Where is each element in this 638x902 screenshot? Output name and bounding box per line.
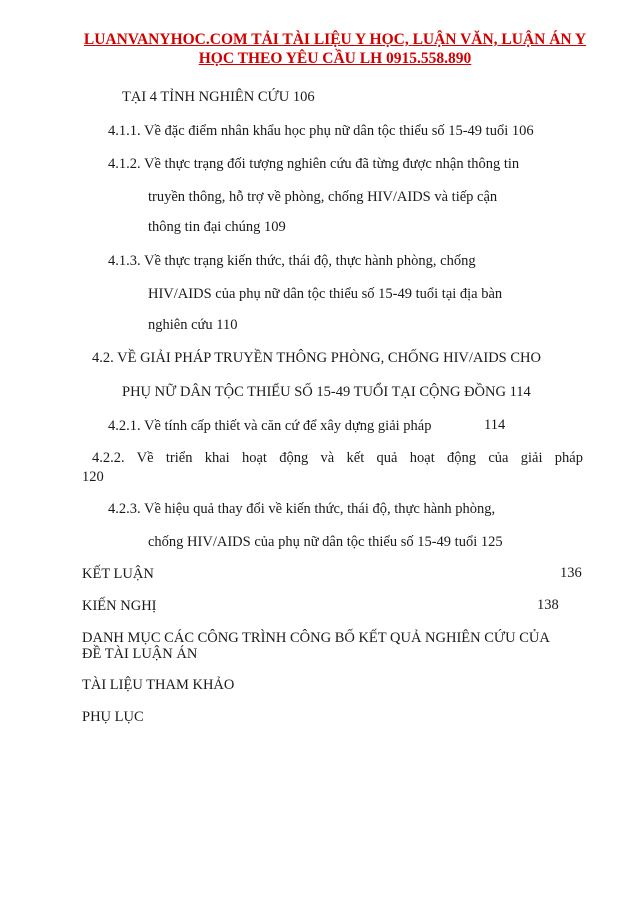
toc-entry: 4.1.2. Về thực trạng đối tượng nghiên cứu đã từng được nhận thông tin	[108, 156, 520, 172]
toc-entry: TẠI 4 TỈNH NGHIÊN CỨU 106	[122, 89, 315, 105]
toc-entry: ĐỀ TÀI LUẬN ÁN	[82, 646, 198, 662]
toc-entry: TÀI LIỆU THAM KHẢO	[82, 677, 235, 693]
page-number: 136	[560, 565, 582, 581]
toc-entry: 4.1.1. Về đặc điểm nhân khẩu học phụ nữ dân tộc thiểu số 15-49 tuổi 106	[108, 123, 534, 139]
header-line-1: LUANVANYHOC.COM TẢI TÀI LIỆU Y HỌC, LUẬN VĂN, LUẬN ÁN Y	[83, 31, 587, 48]
toc-entry: PHỤ LỤC	[82, 709, 144, 725]
toc-entry: 4.2.3. Về hiệu quả thay đổi về kiến thức, thái độ, thực hành phòng,	[108, 501, 496, 517]
toc-entry: 4.2.2. Về triển khai hoạt động và kết quả hoạt động của giải pháp	[92, 450, 583, 466]
page-number: 138	[537, 597, 559, 613]
toc-entry: chống HIV/AIDS của phụ nữ dân tộc thiểu số 15-49 tuổi 125	[148, 534, 503, 550]
toc-entry: PHỤ NỮ DÂN TỘC THIỂU SỐ 15-49 TUỔI TẠI CỘNG ĐỒNG 114	[122, 384, 531, 400]
toc-entry: HIV/AIDS của phụ nữ dân tộc thiểu số 15-49 tuổi tại địa bàn	[148, 286, 503, 302]
toc-entry: truyền thông, hỗ trợ về phòng, chống HIV/AIDS và tiếp cận	[148, 189, 498, 205]
toc-entry: 4.2.1. Về tính cấp thiết và căn cứ để xây dựng giải pháp	[108, 418, 432, 434]
toc-entry: thông tin đại chúng 109	[148, 219, 286, 235]
page-number: 120	[82, 469, 104, 485]
page-number: 114	[484, 417, 506, 433]
toc-entry: KẾT LUẬN	[82, 566, 154, 582]
toc-entry: KIẾN NGHỊ	[82, 598, 157, 614]
watermark-header	[70, 30, 600, 68]
toc-entry: 4.2. VỀ GIẢI PHÁP TRUYỀN THÔNG PHÒNG, CHỐNG HIV/AIDS CHO	[92, 350, 541, 366]
toc-entry: DANH MỤC CÁC CÔNG TRÌNH CÔNG BỐ KẾT QUẢ NGHIÊN CỨU CỦA	[82, 630, 550, 646]
toc-entry: 4.1.3. Về thực trạng kiến thức, thái độ, thực hành phòng, chống	[108, 253, 476, 269]
toc-entry: nghiên cứu 110	[148, 317, 238, 333]
header-line-2: HỌC THEO YÊU CẦU LH 0915.558.890	[198, 50, 472, 67]
